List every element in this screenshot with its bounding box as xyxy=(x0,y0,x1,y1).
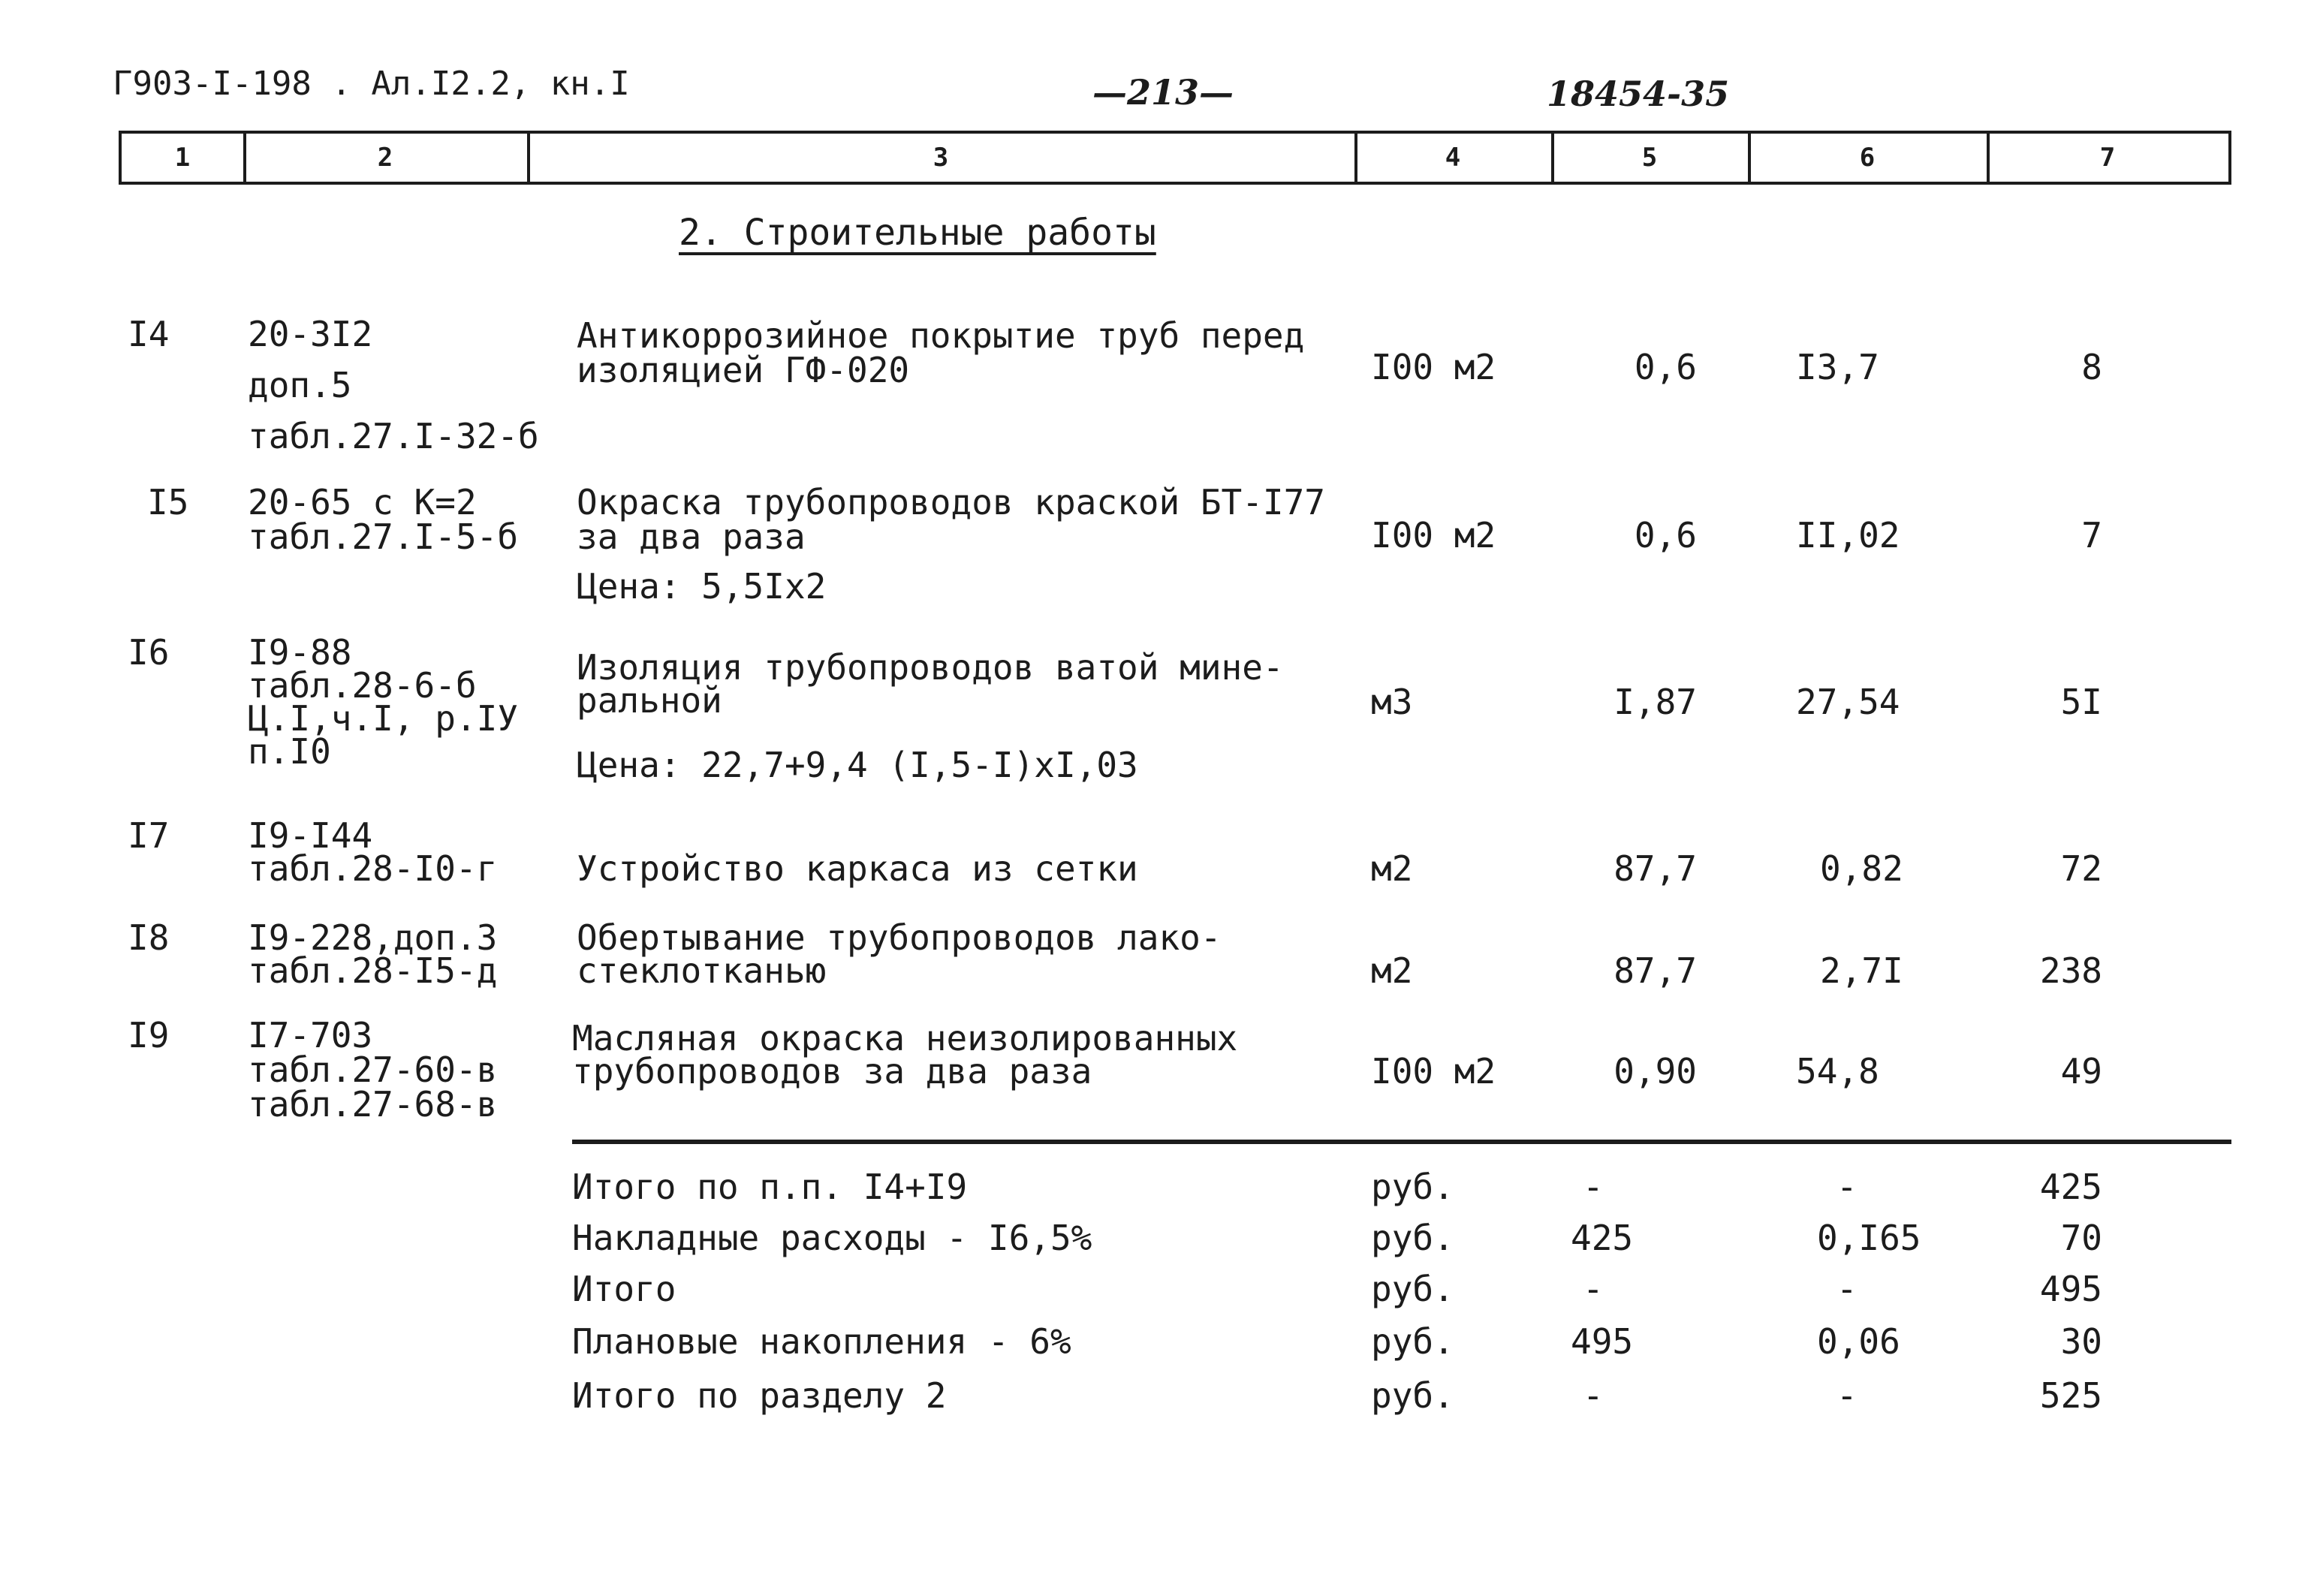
norm-reference: табл.27.I-5-б xyxy=(248,516,519,557)
page-number: —213— xyxy=(1092,72,1234,113)
unit: м2 xyxy=(1371,950,1413,991)
summary-label: Итого xyxy=(572,1269,676,1309)
work-description: стеклотканью xyxy=(577,950,827,991)
norm-reference: табл.27-60-в xyxy=(248,1049,498,1090)
summary-unit: руб. xyxy=(1371,1375,1454,1416)
quantity: 0,6 xyxy=(1634,347,1697,387)
summary-price: - xyxy=(1836,1375,1858,1416)
summary-unit: руб. xyxy=(1371,1167,1454,1207)
norm-reference: доп.5 xyxy=(248,365,352,405)
summary-unit: руб. xyxy=(1371,1269,1454,1309)
summary-total: 425 xyxy=(2039,1167,2102,1207)
summary-quantity: - xyxy=(1583,1167,1604,1207)
norm-reference: п.I0 xyxy=(248,731,331,772)
quantity: 87,7 xyxy=(1614,950,1697,991)
unit-price: 54,8 xyxy=(1796,1051,1879,1092)
work-description: Обертывание трубопроводов лако- xyxy=(577,917,1222,958)
norm-reference: I9-88 xyxy=(248,632,352,673)
norm-reference: I9-228,доп.3 xyxy=(248,917,498,958)
norm-reference: Ц.I,ч.I, р.IУ xyxy=(248,698,519,739)
work-description: ральной xyxy=(577,680,722,721)
quantity: I,87 xyxy=(1614,682,1697,722)
unit: м2 xyxy=(1371,848,1413,889)
summary-total: 495 xyxy=(2039,1269,2102,1309)
unit-price: I3,7 xyxy=(1796,347,1879,387)
summary-total: 30 xyxy=(2060,1321,2102,1362)
summary-quantity: 495 xyxy=(1571,1321,1634,1362)
work-description: Окраска трубопроводов краской БТ-I77 xyxy=(577,482,1325,522)
unit-price: 0,82 xyxy=(1820,848,1903,889)
column-number: 3 xyxy=(933,143,949,173)
row-number: I9 xyxy=(128,1015,170,1055)
summary-label: Итого по п.п. I4+I9 xyxy=(572,1167,968,1207)
work-description: Устройство каркаса из сетки xyxy=(577,848,1138,889)
norm-reference: табл.27-68-в xyxy=(248,1084,498,1125)
summary-quantity: 425 xyxy=(1571,1218,1634,1258)
work-description: изоляцией ГФ-020 xyxy=(577,350,910,390)
column-number: 6 xyxy=(1859,143,1876,173)
summary-price: - xyxy=(1836,1167,1858,1207)
summary-quantity: - xyxy=(1583,1269,1604,1309)
price-note: Цена: 22,7+9,4 (I,5-I)хI,03 xyxy=(577,745,1138,785)
norm-reference: I9-I44 xyxy=(248,815,373,856)
unit: м3 xyxy=(1371,682,1413,722)
norm-reference: 20-3I2 xyxy=(248,314,373,354)
document-code: Г903-I-198 . Ал.I2.2, кн.I xyxy=(113,65,630,103)
summary-divider xyxy=(572,1140,2231,1144)
summary-unit: руб. xyxy=(1371,1321,1454,1362)
work-description: за два раза xyxy=(577,516,806,557)
summary-total: 70 xyxy=(2060,1218,2102,1258)
summary-total: 525 xyxy=(2039,1375,2102,1416)
work-description: трубопроводов за два раза xyxy=(572,1051,1092,1092)
norm-reference: табл.27.I-32-б xyxy=(248,416,539,456)
row-number: I8 xyxy=(128,917,170,958)
handwritten-archive-number: 18454-35 xyxy=(1547,74,1730,114)
row-number: I7 xyxy=(128,815,170,856)
section-title: 2. Строительные работы xyxy=(679,212,1156,254)
column-number: 5 xyxy=(1641,143,1658,173)
norm-reference: 20-65 с К=2 xyxy=(248,482,477,522)
row-number: I6 xyxy=(128,632,170,673)
total-cost: 8 xyxy=(2081,347,2102,387)
quantity: 0,90 xyxy=(1614,1051,1697,1092)
column-number: 7 xyxy=(2099,143,2116,173)
summary-label: Плановые накопления - 6% xyxy=(572,1321,1071,1362)
total-cost: 72 xyxy=(2060,848,2102,889)
summary-label: Итого по разделу 2 xyxy=(572,1375,947,1416)
row-number: I4 xyxy=(128,314,170,354)
norm-reference: I7-703 xyxy=(248,1015,373,1055)
work-description: Изоляция трубопроводов ватой мине- xyxy=(577,647,1284,688)
price-note: Цена: 5,5Iх2 xyxy=(577,566,827,607)
work-description: Антикоррозийное покрытие труб перед xyxy=(577,315,1305,356)
norm-reference: табл.28-6-б xyxy=(248,665,477,706)
row-number: I5 xyxy=(147,482,189,522)
summary-label: Накладные расходы - I6,5% xyxy=(572,1218,1092,1258)
norm-reference: табл.28-I0-г xyxy=(248,848,498,889)
unit-price: II,02 xyxy=(1796,515,1900,556)
total-cost: 5I xyxy=(2060,682,2102,722)
unit-price: 2,7I xyxy=(1820,950,1903,991)
norm-reference: табл.28-I5-д xyxy=(248,950,498,991)
column-number: 4 xyxy=(1445,143,1461,173)
column-number-header xyxy=(119,131,2231,185)
summary-price: - xyxy=(1836,1269,1858,1309)
total-cost: 7 xyxy=(2081,515,2102,556)
quantity: 0,6 xyxy=(1634,515,1697,556)
unit-price: 27,54 xyxy=(1796,682,1900,722)
summary-unit: руб. xyxy=(1371,1218,1454,1258)
column-number: 1 xyxy=(174,143,191,173)
summary-price: 0,I65 xyxy=(1817,1218,1921,1258)
total-cost: 49 xyxy=(2060,1051,2102,1092)
summary-quantity: - xyxy=(1583,1375,1604,1416)
total-cost: 238 xyxy=(2039,950,2102,991)
unit: I00 м2 xyxy=(1371,1051,1496,1092)
summary-price: 0,06 xyxy=(1817,1321,1900,1362)
column-number: 2 xyxy=(377,143,393,173)
unit: I00 м2 xyxy=(1371,347,1496,387)
quantity: 87,7 xyxy=(1614,848,1697,889)
unit: I00 м2 xyxy=(1371,515,1496,556)
work-description: Масляная окраска неизолированных xyxy=(572,1018,1238,1058)
